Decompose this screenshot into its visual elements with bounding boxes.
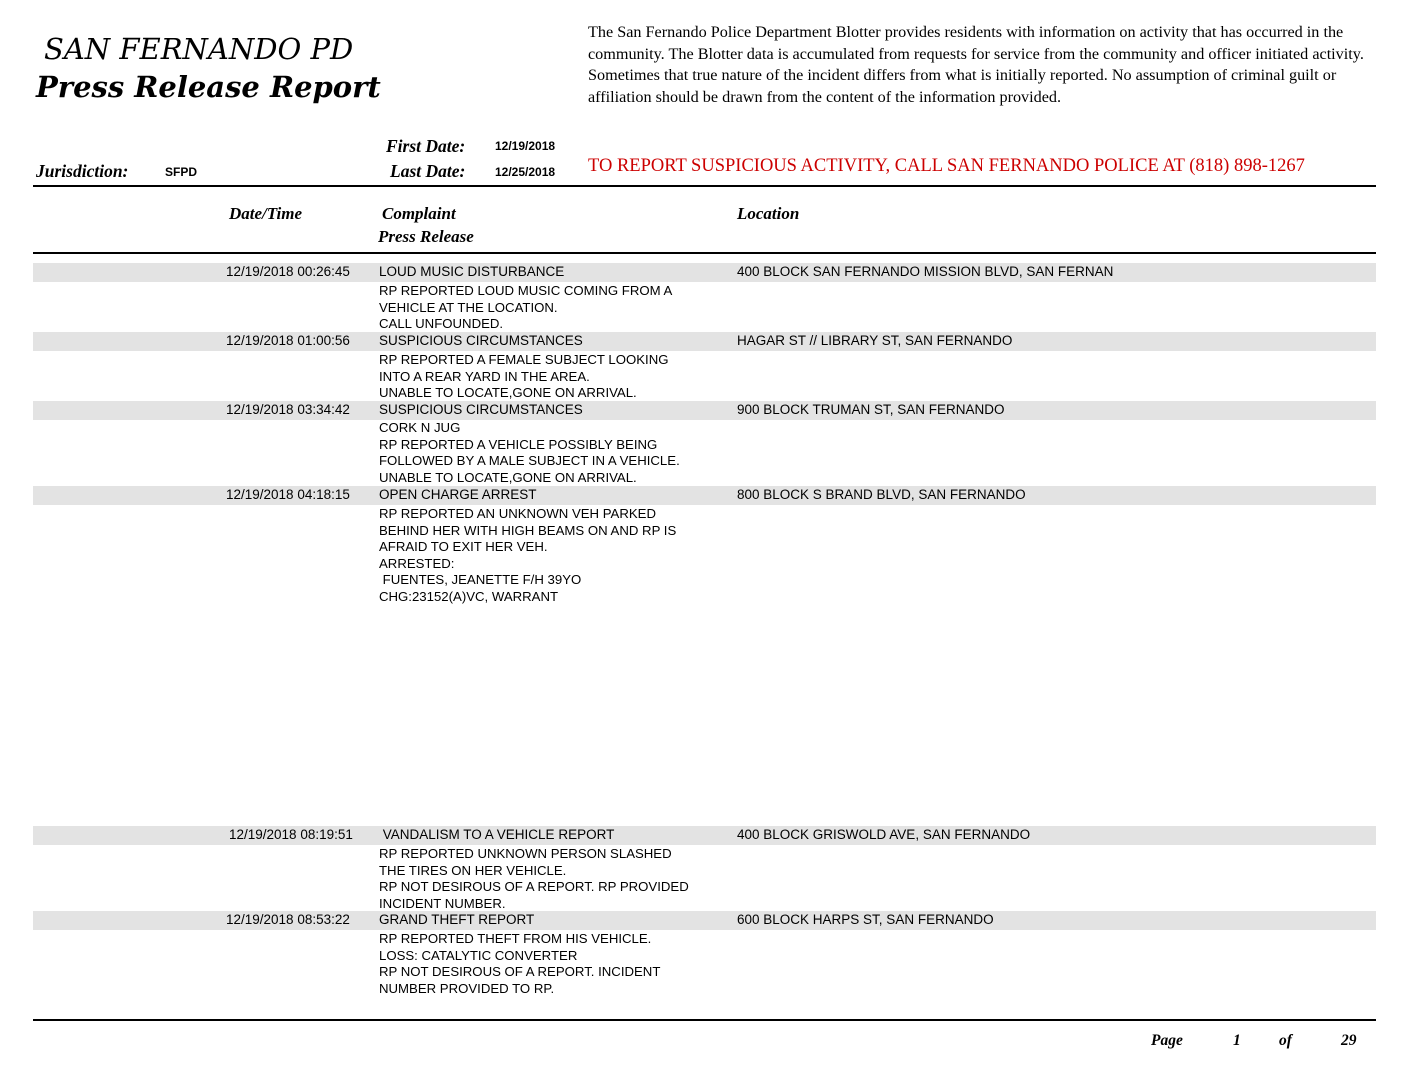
press-release-line: RP REPORTED UNKNOWN PERSON SLASHED — [379, 846, 672, 861]
press-release-line: THE TIRES ON HER VEHICLE. — [379, 862, 567, 878]
press-release-line: RP REPORTED THEFT FROM HIS VEHICLE. — [379, 931, 652, 946]
first-date-label: First Date: — [386, 136, 466, 156]
entry-press-release — [379, 506, 676, 605]
press-release-line: AFRAID TO EXIT HER VEH. — [379, 539, 548, 554]
press-release-line: UNABLE TO LOCATE,GONE ON ARRIVAL. — [379, 469, 637, 485]
press-release-line: RP NOT DESIROUS OF A REPORT. INCIDENT — [379, 964, 661, 979]
press-release-line: UNABLE TO LOCATE,GONE ON ARRIVAL. — [379, 385, 637, 400]
column-header-datetime: Date/Time — [229, 204, 303, 223]
entry-complaint: OPEN CHARGE ARREST — [379, 487, 537, 502]
entry-location: HAGAR ST // LIBRARY ST, SAN FERNANDO — [737, 333, 1013, 348]
report-title: Press Release Report — [36, 70, 381, 104]
table-row — [33, 401, 1376, 420]
jurisdiction-label: Jurisdiction: — [36, 161, 129, 181]
entry-location: 600 BLOCK HARPS ST, SAN FERNANDO — [737, 912, 994, 927]
press-release-line: CORK N JUG — [379, 420, 461, 435]
table-row — [33, 826, 1376, 845]
table-row — [33, 263, 1376, 282]
entry-datetime: 12/19/2018 00:26:45 — [226, 264, 350, 279]
press-release-line: RP REPORTED AN UNKNOWN VEH PARKED — [379, 506, 656, 521]
entry-location: 800 BLOCK S BRAND BLVD, SAN FERNANDO — [737, 487, 1026, 502]
column-header-location: Location — [737, 204, 800, 223]
report-suspicious-activity-notice: TO REPORT SUSPICIOUS ACTIVITY, CALL SAN FERNANDO POLICE AT (818) 898-1267 — [588, 156, 1305, 176]
entry-press-release — [379, 931, 660, 997]
press-release-line: CALL UNFOUNDED. — [379, 316, 504, 331]
last-date-label: Last Date: — [390, 161, 466, 181]
header-divider — [33, 185, 1376, 187]
entry-complaint: GRAND THEFT REPORT — [379, 912, 535, 927]
entry-complaint: LOUD MUSIC DISTURBANCE — [379, 264, 565, 279]
entry-press-release — [379, 420, 680, 486]
table-row — [33, 332, 1376, 351]
press-release-line: NUMBER PROVIDED TO RP. — [379, 980, 555, 996]
table-row — [33, 486, 1376, 505]
footer-divider — [33, 1019, 1376, 1021]
entry-complaint: VANDALISM TO A VEHICLE REPORT — [379, 827, 615, 842]
agency-name: SAN FERNANDO PD — [44, 32, 354, 66]
entry-datetime: 12/19/2018 01:00:56 — [226, 333, 350, 348]
column-header-complaint: Complaint — [382, 204, 456, 223]
column-header-divider — [33, 252, 1376, 254]
jurisdiction-value: SFPD — [165, 165, 198, 179]
last-date-value: 12/25/2018 — [495, 165, 556, 179]
press-release-line: INCIDENT NUMBER. — [379, 895, 506, 911]
entry-press-release — [379, 283, 672, 333]
page-of-label: of — [1279, 1032, 1292, 1049]
entry-datetime: 12/19/2018 04:18:15 — [226, 487, 350, 502]
press-release-line: RP REPORTED A VEHICLE POSSIBLY BEING — [379, 436, 658, 452]
press-release-line: RP REPORTED LOUD MUSIC COMING FROM A — [379, 283, 673, 298]
entry-datetime: 12/19/2018 08:53:22 — [226, 912, 350, 927]
entry-complaint: SUSPICIOUS CIRCUMSTANCES — [379, 402, 583, 417]
press-release-line: ARRESTED: — [379, 555, 455, 571]
press-release-line: VEHICLE AT THE LOCATION. — [379, 299, 558, 315]
entry-press-release — [379, 352, 668, 402]
press-release-line: FUENTES, JEANETTE F/H 39YO — [379, 572, 582, 587]
entry-location: 400 BLOCK GRISWOLD AVE, SAN FERNANDO — [737, 827, 1031, 842]
entry-complaint: SUSPICIOUS CIRCUMSTANCES — [379, 333, 583, 348]
column-header-press-release: Press Release — [378, 227, 474, 246]
press-release-line: LOSS: CATALYTIC CONVERTER — [379, 947, 578, 963]
press-release-line: FOLLOWED BY A MALE SUBJECT IN A VEHICLE. — [379, 453, 680, 468]
entry-location: 900 BLOCK TRUMAN ST, SAN FERNANDO — [737, 402, 1005, 417]
press-release-line: BEHIND HER WITH HIGH BEAMS ON AND RP IS — [379, 522, 677, 538]
press-release-line: CHG:23152(A)VC, WARRANT — [379, 588, 559, 604]
entry-press-release — [379, 846, 689, 912]
first-date-value: 12/19/2018 — [495, 139, 556, 153]
entry-location: 400 BLOCK SAN FERNANDO MISSION BLVD, SAN FERNAN — [737, 264, 1114, 279]
press-release-line: RP REPORTED A FEMALE SUBJECT LOOKING — [379, 352, 669, 367]
page-number: 1 — [1233, 1032, 1241, 1049]
page-total: 29 — [1341, 1032, 1357, 1049]
entry-datetime: 12/19/2018 08:19:51 — [229, 827, 353, 842]
press-release-line: INTO A REAR YARD IN THE AREA. — [379, 368, 590, 384]
press-release-line: RP NOT DESIROUS OF A REPORT. RP PROVIDED — [379, 879, 689, 894]
table-row — [33, 911, 1376, 930]
disclaimer-text: The San Fernando Police Department Blotter provides residents with information on activity that has occurred in the community. The Blotter data is accumulated from requests for service from the community and officer initiated activity. Sometimes that true nature of the incident differs from what is initially reported. No assumption of criminal guilt or affiliation should be drawn from the content of the information provided. — [588, 23, 1364, 106]
entry-datetime: 12/19/2018 03:34:42 — [226, 402, 350, 417]
page-label: Page — [1151, 1032, 1183, 1049]
